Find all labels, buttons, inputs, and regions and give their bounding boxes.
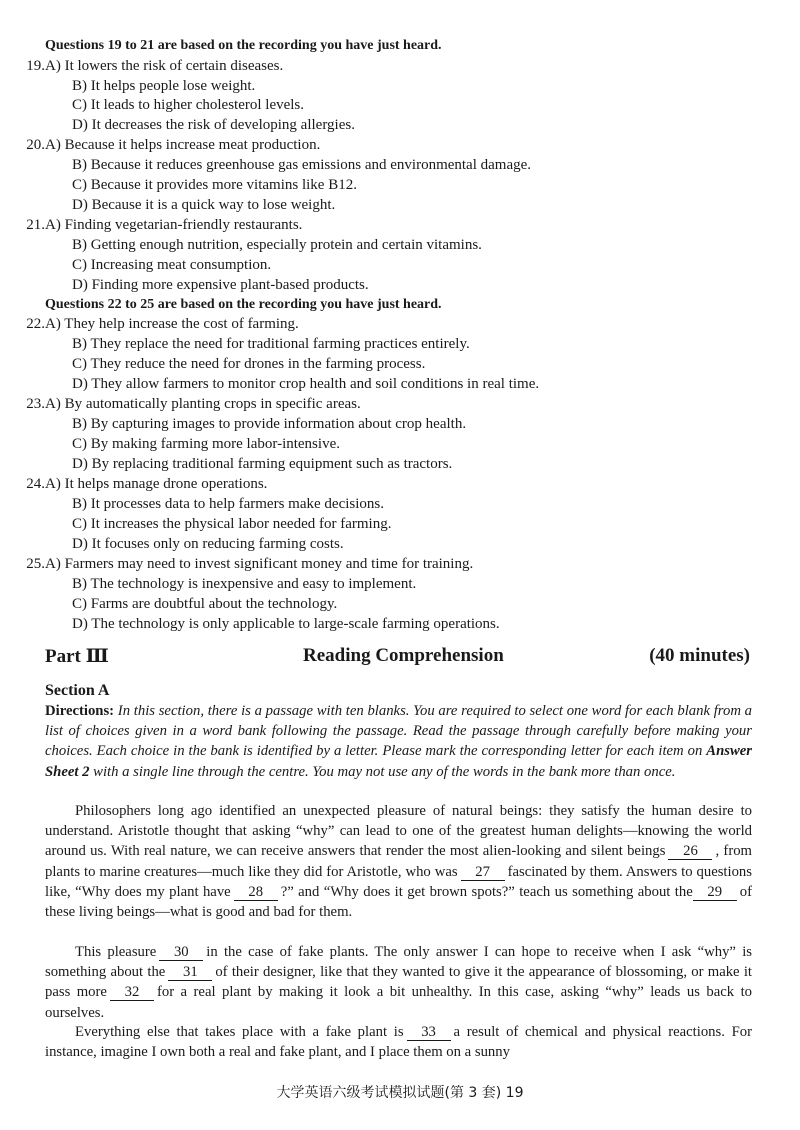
option-d: D) Finding more expensive plant-based products. [72,277,369,293]
question-20 [18,137,320,154]
question-23 [18,396,361,413]
directions-text: In this section, there is a passage with ten blanks. You are required to select one word for each blank from a list of choices given in a word bank following the passage. Read the passage through carefully before making your choices. Each choice in the bank is identified by a letter. Please mark the corresponding letter for each item on [45,703,752,760]
passage-text: a result of chemical and physical reactions. For instance, imagine I own both a real and fake plant, and I place them on a sunny [45,1024,752,1061]
question-24 [18,476,267,493]
option-b: B) Getting enough nutrition, especially protein and certain vitamins. [72,237,482,253]
question-number: 19. [26,58,45,74]
section-title: Section A [45,682,110,699]
blank-28: 28 [234,884,278,901]
option-d: D) They allow farmers to monitor crop health and soil conditions in real time. [72,376,540,392]
part-label: Part Ⅲ [45,646,109,667]
questions-19-21-heading: Questions 19 to 21 are based on the recording you have just heard. [45,38,442,53]
question-22 [18,316,299,333]
answer-sheet-ref: Answer Sheet 2 [45,743,752,780]
option-c: C) Because it provides more vitamins like B12. [72,177,357,193]
question-number: 23. [26,396,45,412]
option-a: A) By automatically planting crops in specific areas. [45,396,361,412]
option-d: D) It decreases the risk of developing allergies. [72,117,355,133]
option-d: D) It focuses only on reducing farming costs. [72,536,344,552]
option-c: C) They reduce the need for drones in the farming process. [72,356,426,372]
option-c: C) By making farming more labor-intensive. [72,436,340,452]
option-b: B) The technology is inexpensive and easy to implement. [72,576,417,592]
question-21 [18,217,302,234]
question-number: 24. [26,476,45,492]
option-b: B) It processes data to help farmers make decisions. [72,496,384,512]
passage-paragraph-2 [45,942,752,1023]
passage-text: fascinated by them. Answers to questions like, “Why does my plant have [45,863,752,900]
option-a: A) Finding vegetarian-friendly restaurants. [45,217,303,233]
option-c: C) It increases the physical labor needed for farming. [72,516,392,532]
passage-paragraph-1 [45,801,752,922]
option-b: B) They replace the need for traditional farming practices entirely. [72,336,470,352]
question-number: 21. [26,217,45,233]
question-number: 22. [26,316,45,332]
blank-33: 33 [407,1024,451,1041]
blank-31: 31 [168,964,212,981]
option-a: A) Farmers may need to invest significant money and time for training. [45,556,474,572]
option-b: B) Because it reduces greenhouse gas emissions and environmental damage. [72,157,532,173]
passage-text: , from plants to marine creatures—much like they did for Aristotle, who was [45,843,752,880]
passage-text: Philosophers long ago identified an unexpected pleasure of natural beings: they satisfy the human desire to understand. Aristotle thought that asking “why” can lead to one of the greatest human delights—knowing the world around us. With real nature, we can receive answers that render the most alien-looking and silent beings [45,803,752,860]
directions-label: Directions: [45,703,115,719]
question-25 [18,556,473,573]
blank-32: 32 [110,984,154,1001]
blank-27: 27 [461,864,505,881]
blank-26: 26 [668,843,712,860]
option-b: B) It helps people lose weight. [72,78,256,94]
option-d: D) By replacing traditional farming equipment such as tractors. [72,456,453,472]
blank-29: 29 [693,884,737,901]
question-number: 20. [26,137,45,153]
part-time: (40 minutes) [649,645,750,666]
passage-paragraph-3 [45,1022,752,1062]
question-number: 25. [26,556,45,572]
passage-text: Everything else that takes place with a fake plant is [75,1024,404,1040]
passage-text: for a real plant by making it look a bit unhealthy. In this case, asking “why” leads us back to ourselves. [45,984,752,1021]
directions-text-end: with a single line through the centre. You may not use any of the words in the bank more than once. [89,763,676,780]
option-c: C) It leads to higher cholesterol levels. [72,97,305,113]
option-a: A) They help increase the cost of farming. [45,316,299,332]
part-header [45,645,750,669]
part-title: Reading Comprehension [303,645,504,666]
page-footer: 大学英语六级考试模拟试题(第 3 套) 19 [276,1085,524,1101]
directions [45,701,752,782]
question-19 [18,58,283,75]
option-a: A) It helps manage drone operations. [45,476,268,492]
passage-text: in the case of fake plants. The only answer I can hope to receive when I ask “why” is something about the [45,944,752,981]
option-b: B) By capturing images to provide information about crop health. [72,416,467,432]
passage-text: ?” and “Why does it get brown spots?” teach us something about the [280,883,693,900]
option-c: C) Increasing meat consumption. [72,257,272,273]
option-a: A) Because it helps increase meat production. [45,137,321,153]
option-c: C) Farms are doubtful about the technology. [72,596,338,612]
blank-30: 30 [159,944,203,961]
passage-text: This pleasure [75,944,157,960]
option-d: D) Because it is a quick way to lose weight. [72,197,336,213]
option-d: D) The technology is only applicable to large-scale farming operations. [72,616,500,632]
questions-22-25-heading: Questions 22 to 25 are based on the recording you have just heard. [45,297,442,312]
option-a: A) It lowers the risk of certain diseases. [45,58,284,74]
passage-text: of their designer, like that they wanted to give it the appearance of blossoming, or make it pass more [45,964,752,1001]
passage-text: of these living beings—what is good and bad for them. [45,883,752,921]
